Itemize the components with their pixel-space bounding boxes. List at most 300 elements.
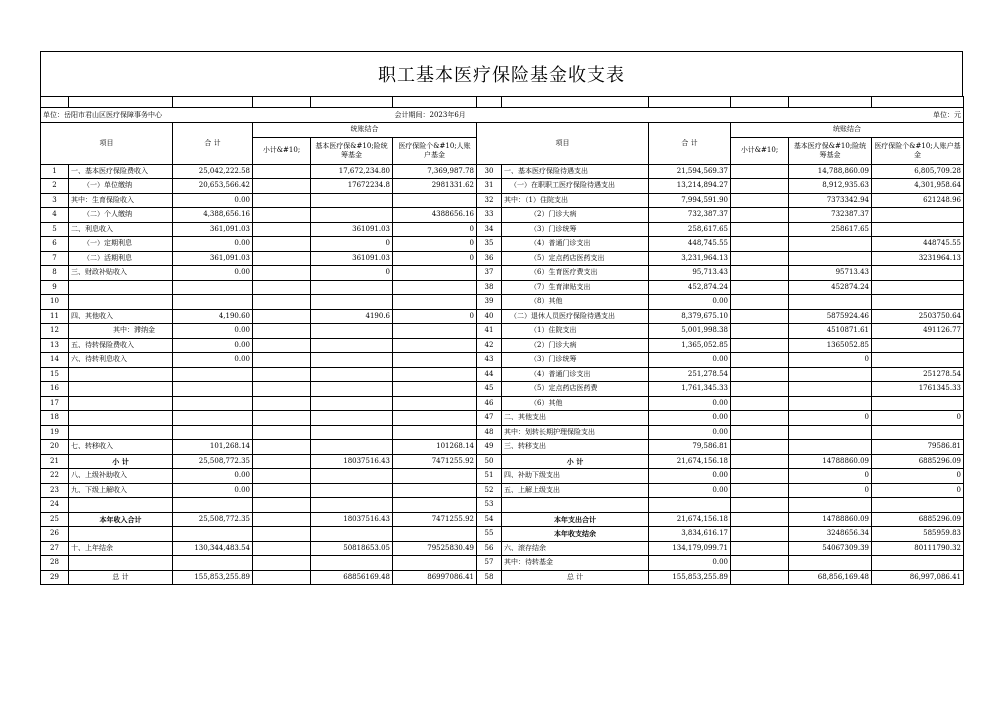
income-pooled — [311, 208, 393, 223]
table-row — [41, 367, 964, 382]
table-row — [41, 396, 964, 411]
expense-total: 0.00 — [649, 396, 731, 411]
expense-item: （6）生育医疗费支出 — [502, 266, 649, 281]
income-total: 20,653,566.42 — [173, 179, 253, 194]
table-row — [41, 266, 964, 281]
income-subtotal — [253, 208, 311, 223]
income-line-no: 21 — [41, 454, 69, 469]
expense-total: 21,594,569.37 — [649, 164, 731, 179]
expense-item: 三、转移支出 — [502, 440, 649, 455]
income-item: 十、上年结余 — [69, 541, 173, 556]
expense-total: 0.00 — [649, 556, 731, 571]
income-personal: 0 — [393, 251, 477, 266]
income-subtotal — [253, 425, 311, 440]
income-total: 4,190.60 — [173, 309, 253, 324]
income-item — [69, 527, 173, 542]
expense-subtotal — [731, 527, 789, 542]
expense-total: 0.00 — [649, 425, 731, 440]
income-subtotal — [253, 295, 311, 310]
expense-personal: 6885296.09 — [872, 454, 964, 469]
expense-item: 五、上解上级支出 — [502, 483, 649, 498]
expense-pooled: 54067309.39 — [789, 541, 872, 556]
expense-pooled — [789, 396, 872, 411]
expense-pooled: 4510871.61 — [789, 324, 872, 339]
income-line-no: 15 — [41, 367, 69, 382]
income-item: 六、待转利息收入 — [69, 353, 173, 368]
income-item: 五、待转保险费收入 — [69, 338, 173, 353]
table-row — [41, 512, 964, 527]
income-line-no: 25 — [41, 512, 69, 527]
expense-subtotal — [731, 556, 789, 571]
table-row — [41, 425, 964, 440]
income-line-no: 27 — [41, 541, 69, 556]
expense-item: 其中：（1）住院支出 — [502, 193, 649, 208]
income-pooled — [311, 367, 393, 382]
income-personal: 7471255.92 — [393, 454, 477, 469]
income-subtotal — [253, 324, 311, 339]
income-personal: 0 — [393, 309, 477, 324]
expense-item: 小 计 — [502, 454, 649, 469]
income-total — [173, 382, 253, 397]
income-item: 其中：滞纳金 — [69, 324, 173, 339]
income-pooled — [311, 425, 393, 440]
income-line-no: 14 — [41, 353, 69, 368]
expense-personal: 3231964.13 — [872, 251, 964, 266]
expense-subtotal — [731, 179, 789, 194]
income-personal: 2981331.62 — [393, 179, 477, 194]
table-row — [41, 251, 964, 266]
income-item: 总 计 — [69, 570, 173, 585]
income-line-no: 20 — [41, 440, 69, 455]
expense-total: 1,761,345.33 — [649, 382, 731, 397]
expense-pooled — [789, 367, 872, 382]
expense-pooled: 3248656.34 — [789, 527, 872, 542]
income-pooled: 17672234.8 — [311, 179, 393, 194]
expense-item: （3）门诊统筹 — [502, 353, 649, 368]
expense-line-no: 44 — [477, 367, 502, 382]
income-personal — [393, 411, 477, 426]
expense-total: 13,214,894.27 — [649, 179, 731, 194]
income-subtotal — [253, 527, 311, 542]
income-item: （二）个人缴纳 — [69, 208, 173, 223]
expense-subtotal — [731, 382, 789, 397]
income-pooled — [311, 556, 393, 571]
income-total: 25,508,772.35 — [173, 454, 253, 469]
income-total: 0.00 — [173, 338, 253, 353]
expense-line-no: 57 — [477, 556, 502, 571]
income-total: 0.00 — [173, 483, 253, 498]
income-subtotal — [253, 570, 311, 585]
income-total — [173, 295, 253, 310]
expense-pooled: 452874.24 — [789, 280, 872, 295]
expense-personal — [872, 222, 964, 237]
expense-personal: 6885296.09 — [872, 512, 964, 527]
expense-total: 251,278.54 — [649, 367, 731, 382]
table-row — [41, 309, 964, 324]
expense-total: 79,586.81 — [649, 440, 731, 455]
expense-line-no: 54 — [477, 512, 502, 527]
expense-pooled: 732387.37 — [789, 208, 872, 223]
table-row — [41, 280, 964, 295]
table-row — [41, 556, 964, 571]
income-personal: 86997086.41 — [393, 570, 477, 585]
income-pooled — [311, 440, 393, 455]
income-subtotal — [253, 193, 311, 208]
expense-item: 本年支出合计 — [502, 512, 649, 527]
expense-subtotal — [731, 309, 789, 324]
expense-line-no: 43 — [477, 353, 502, 368]
expense-item: （1）住院支出 — [502, 324, 649, 339]
expense-total: 7,994,591.90 — [649, 193, 731, 208]
expense-item: （4）普通门诊支出 — [502, 237, 649, 252]
period-label: 会计期间：2023年6月 — [393, 108, 649, 123]
expense-item: （6）其他 — [502, 396, 649, 411]
income-subtotal — [253, 440, 311, 455]
expense-pooled: 14,788,860.09 — [789, 164, 872, 179]
table-row — [41, 498, 964, 513]
income-personal: 7471255.92 — [393, 512, 477, 527]
expense-item: （7）生育津贴支出 — [502, 280, 649, 295]
expense-subtotal — [731, 266, 789, 281]
table-row — [41, 193, 964, 208]
expense-personal: 1761345.33 — [872, 382, 964, 397]
income-line-no: 1 — [41, 164, 69, 179]
report-title: 职工基本医疗保险基金收支表 — [40, 51, 963, 96]
expense-line-no: 39 — [477, 295, 502, 310]
income-total: 0.00 — [173, 353, 253, 368]
expense-pooled: 68,856,169.48 — [789, 570, 872, 585]
income-total: 4,388,656.16 — [173, 208, 253, 223]
expense-line-no: 58 — [477, 570, 502, 585]
currency-label: 单位：元 — [649, 108, 964, 123]
expense-total: 3,231,964.13 — [649, 251, 731, 266]
income-subtotal — [253, 454, 311, 469]
header-item-left: 项目 — [41, 123, 173, 165]
income-line-no: 17 — [41, 396, 69, 411]
income-personal: 101268.14 — [393, 440, 477, 455]
expense-subtotal — [731, 295, 789, 310]
income-item — [69, 367, 173, 382]
header-subtotal-left: 小计&#10; — [253, 137, 311, 164]
table-row — [41, 411, 964, 426]
expense-subtotal — [731, 396, 789, 411]
income-personal: 0 — [393, 222, 477, 237]
expense-subtotal — [731, 425, 789, 440]
income-total: 0.00 — [173, 237, 253, 252]
expense-item: （8）其他 — [502, 295, 649, 310]
expense-item: 二、其他支出 — [502, 411, 649, 426]
expense-line-no: 47 — [477, 411, 502, 426]
income-line-no: 6 — [41, 237, 69, 252]
income-pooled — [311, 338, 393, 353]
expense-personal — [872, 396, 964, 411]
expense-pooled: 7373342.94 — [789, 193, 872, 208]
table-row — [41, 295, 964, 310]
income-item — [69, 411, 173, 426]
income-line-no: 13 — [41, 338, 69, 353]
income-line-no: 2 — [41, 179, 69, 194]
expense-total: 21,674,156.18 — [649, 512, 731, 527]
expense-subtotal — [731, 280, 789, 295]
expense-line-no: 31 — [477, 179, 502, 194]
income-personal — [393, 498, 477, 513]
income-line-no: 4 — [41, 208, 69, 223]
expense-personal: 251278.54 — [872, 367, 964, 382]
expense-personal: 86,997,086.41 — [872, 570, 964, 585]
expense-personal — [872, 425, 964, 440]
expense-personal — [872, 280, 964, 295]
income-pooled — [311, 324, 393, 339]
expense-personal: 0 — [872, 411, 964, 426]
income-total: 0.00 — [173, 193, 253, 208]
income-personal — [393, 483, 477, 498]
income-subtotal — [253, 164, 311, 179]
expense-subtotal — [731, 222, 789, 237]
expense-total: 0.00 — [649, 353, 731, 368]
expense-personal — [872, 295, 964, 310]
income-pooled — [311, 280, 393, 295]
expense-line-no: 33 — [477, 208, 502, 223]
income-line-no: 18 — [41, 411, 69, 426]
header-pooled-left: 基本医疗保&#10;险统筹基金 — [311, 137, 393, 164]
table-row — [41, 208, 964, 223]
income-personal — [393, 396, 477, 411]
income-subtotal — [253, 353, 311, 368]
income-item: 九、下级上解收入 — [69, 483, 173, 498]
income-total: 101,268.14 — [173, 440, 253, 455]
expense-personal — [872, 208, 964, 223]
income-pooled — [311, 498, 393, 513]
expense-line-no: 42 — [477, 338, 502, 353]
income-line-no: 3 — [41, 193, 69, 208]
expense-line-no: 45 — [477, 382, 502, 397]
income-pooled — [311, 396, 393, 411]
expense-personal: 79586.81 — [872, 440, 964, 455]
expense-item: 其中：划转长期护理保险支出 — [502, 425, 649, 440]
income-total: 155,853,255.89 — [173, 570, 253, 585]
expense-personal — [872, 266, 964, 281]
income-item: 八、上级补助收入 — [69, 469, 173, 484]
expense-total: 0.00 — [649, 469, 731, 484]
expense-line-no: 35 — [477, 237, 502, 252]
income-item: 七、转移收入 — [69, 440, 173, 455]
expense-subtotal — [731, 440, 789, 455]
expense-personal — [872, 353, 964, 368]
income-subtotal — [253, 396, 311, 411]
income-item — [69, 295, 173, 310]
income-total: 361,091.03 — [173, 251, 253, 266]
table-row — [41, 483, 964, 498]
expense-pooled — [789, 425, 872, 440]
expense-subtotal — [731, 367, 789, 382]
income-total — [173, 280, 253, 295]
income-line-no: 8 — [41, 266, 69, 281]
income-total — [173, 556, 253, 571]
income-personal — [393, 382, 477, 397]
expense-subtotal — [731, 338, 789, 353]
income-item: 一、基本医疗保险费收入 — [69, 164, 173, 179]
income-subtotal — [253, 266, 311, 281]
income-item: （二）活期利息 — [69, 251, 173, 266]
income-personal — [393, 193, 477, 208]
income-line-no: 23 — [41, 483, 69, 498]
expense-total: 8,379,675.10 — [649, 309, 731, 324]
income-personal: 79525830.49 — [393, 541, 477, 556]
expense-personal: 80111790.32 — [872, 541, 964, 556]
expense-item: 总 计 — [502, 570, 649, 585]
table-row — [41, 570, 964, 585]
expense-pooled — [789, 498, 872, 513]
income-subtotal — [253, 367, 311, 382]
income-total: 25,042,222.58 — [173, 164, 253, 179]
expense-item: （3）门诊统筹 — [502, 222, 649, 237]
expense-item: （5）定点药店医药费 — [502, 382, 649, 397]
income-total: 0.00 — [173, 324, 253, 339]
income-subtotal — [253, 498, 311, 513]
expense-item: 四、补助下级支出 — [502, 469, 649, 484]
expense-total: 0.00 — [649, 483, 731, 498]
income-line-no: 26 — [41, 527, 69, 542]
income-pooled — [311, 527, 393, 542]
income-pooled: 17,672,234.80 — [311, 164, 393, 179]
income-pooled — [311, 483, 393, 498]
expense-pooled: 14788860.09 — [789, 454, 872, 469]
income-item: 二、利息收入 — [69, 222, 173, 237]
expense-pooled: 8,912,935.63 — [789, 179, 872, 194]
expense-subtotal — [731, 570, 789, 585]
header-total-right: 合 计 — [649, 123, 731, 165]
expense-personal: 585959.83 — [872, 527, 964, 542]
expense-total: 732,387.37 — [649, 208, 731, 223]
income-total: 25,508,772.35 — [173, 512, 253, 527]
income-line-no: 22 — [41, 469, 69, 484]
income-total: 130,344,483.54 — [173, 541, 253, 556]
meta-row — [41, 108, 964, 123]
income-total: 0.00 — [173, 469, 253, 484]
income-pooled: 361091.03 — [311, 222, 393, 237]
fund-table — [40, 96, 964, 585]
expense-pooled — [789, 295, 872, 310]
income-total — [173, 498, 253, 513]
expense-line-no: 48 — [477, 425, 502, 440]
income-line-no: 24 — [41, 498, 69, 513]
expense-total: 95,713.43 — [649, 266, 731, 281]
income-total — [173, 425, 253, 440]
income-subtotal — [253, 237, 311, 252]
income-personal: 4388656.16 — [393, 208, 477, 223]
expense-personal — [872, 556, 964, 571]
income-item — [69, 498, 173, 513]
table-row — [41, 469, 964, 484]
expense-line-no: 37 — [477, 266, 502, 281]
expense-line-no: 36 — [477, 251, 502, 266]
income-subtotal — [253, 179, 311, 194]
expense-subtotal — [731, 454, 789, 469]
expense-item — [502, 498, 649, 513]
expense-personal: 448745.55 — [872, 237, 964, 252]
expense-personal: 621248.96 — [872, 193, 964, 208]
income-total — [173, 527, 253, 542]
income-line-no: 19 — [41, 425, 69, 440]
expense-personal — [872, 498, 964, 513]
expense-item: 一、基本医疗保险待遇支出 — [502, 164, 649, 179]
income-personal: 0 — [393, 237, 477, 252]
income-pooled — [311, 295, 393, 310]
income-subtotal — [253, 541, 311, 556]
income-item: 四、其他收入 — [69, 309, 173, 324]
table-row — [41, 541, 964, 556]
income-item: 小 计 — [69, 454, 173, 469]
income-line-no: 29 — [41, 570, 69, 585]
expense-line-no: 40 — [477, 309, 502, 324]
expense-subtotal — [731, 469, 789, 484]
income-pooled: 0 — [311, 266, 393, 281]
income-line-no: 11 — [41, 309, 69, 324]
expense-pooled — [789, 440, 872, 455]
expense-total: 5,001,998.38 — [649, 324, 731, 339]
unit-label: 单位：岳阳市君山区医疗保障事务中心 — [41, 108, 393, 123]
income-subtotal — [253, 411, 311, 426]
report-sheet — [40, 51, 963, 585]
header-combined-right: 统账结合 — [731, 123, 964, 138]
expense-pooled: 95713.43 — [789, 266, 872, 281]
income-item — [69, 280, 173, 295]
expense-pooled — [789, 251, 872, 266]
table-row — [41, 338, 964, 353]
expense-item: （5）定点药店医药支出 — [502, 251, 649, 266]
income-pooled: 18037516.43 — [311, 512, 393, 527]
header-pooled-right: 基本医疗保&#10;险统筹基金 — [789, 137, 872, 164]
income-item: （一）单位缴纳 — [69, 179, 173, 194]
expense-line-no: 30 — [477, 164, 502, 179]
income-subtotal — [253, 251, 311, 266]
expense-item: （2）门诊大病 — [502, 338, 649, 353]
expense-personal: 4,301,958.64 — [872, 179, 964, 194]
expense-subtotal — [731, 251, 789, 266]
income-personal — [393, 425, 477, 440]
income-item: 其中：生育保险收入 — [69, 193, 173, 208]
income-item: （一）定期利息 — [69, 237, 173, 252]
income-line-no: 7 — [41, 251, 69, 266]
expense-subtotal — [731, 324, 789, 339]
income-subtotal — [253, 280, 311, 295]
expense-line-no: 53 — [477, 498, 502, 513]
income-personal — [393, 338, 477, 353]
expense-pooled: 1365052.85 — [789, 338, 872, 353]
expense-line-no: 34 — [477, 222, 502, 237]
income-pooled — [311, 411, 393, 426]
expense-personal: 6,805,709.28 — [872, 164, 964, 179]
income-subtotal — [253, 309, 311, 324]
table-row — [41, 237, 964, 252]
income-total — [173, 396, 253, 411]
income-total: 361,091.03 — [173, 222, 253, 237]
expense-pooled: 0 — [789, 411, 872, 426]
income-subtotal — [253, 483, 311, 498]
header-item-right: 项目 — [477, 123, 649, 165]
expense-total: 21,674,156.18 — [649, 454, 731, 469]
income-pooled: 4190.6 — [311, 309, 393, 324]
expense-pooled: 0 — [789, 469, 872, 484]
expense-item: 本年收支结余 — [502, 527, 649, 542]
income-personal — [393, 367, 477, 382]
expense-line-no: 51 — [477, 469, 502, 484]
expense-subtotal — [731, 353, 789, 368]
expense-pooled — [789, 237, 872, 252]
table-row — [41, 324, 964, 339]
income-subtotal — [253, 556, 311, 571]
expense-subtotal — [731, 208, 789, 223]
